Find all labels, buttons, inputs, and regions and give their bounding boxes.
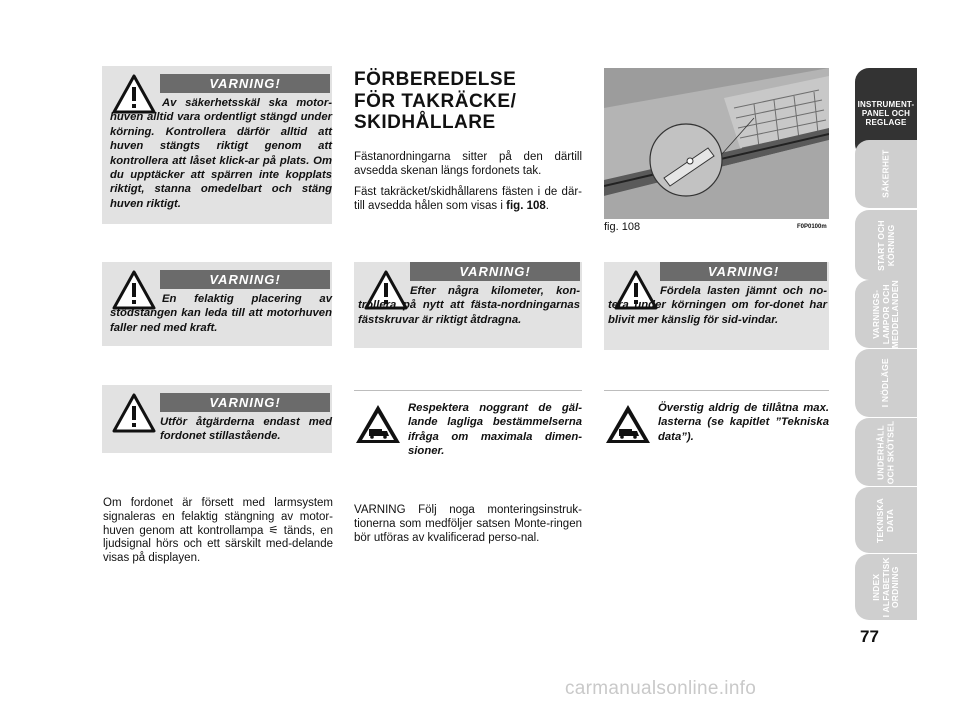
final-warning-paragraph: VARNING Följ noga monteringsinstruk-tionerna som medföljer satsen Monte-ringen bör utföras av kvalificerad perso-nal. xyxy=(354,504,582,544)
tab-emergency[interactable]: I NÖDLÄGE xyxy=(855,349,917,417)
roof-rail-illustration xyxy=(604,68,829,219)
section-title: FÖRBEREDELSE FÖR TAKRÄCKE/ SKIDHÅLLARE xyxy=(354,69,517,133)
warning-header: VARNING! xyxy=(660,262,827,281)
watermark: carmanualsonline.info xyxy=(565,678,757,699)
warning-header: VARNING! xyxy=(160,393,330,412)
info-text: Respektera noggrant de gäl-lande lagliga bestämmelserna ifråga om maximala dimen-sioner. xyxy=(408,402,582,458)
warning-header: VARNING! xyxy=(160,270,330,289)
warning-box-stay-rod xyxy=(102,262,332,346)
alarm-paragraph: Om fordonet är försett med larmsystem signaleras en felaktig stängning av motor-huven genom att kontrollampa ⚟ tänds, en ljudsignal hörs och ett särskilt med-delande visas på displayen. xyxy=(103,497,333,565)
warning-triangle-icon xyxy=(112,393,156,433)
figure-reference: fig. 108 xyxy=(506,199,546,212)
warning-box-screws xyxy=(354,262,582,348)
tab-instrument-panel[interactable]: INSTRUMENT- PANEL OCH REGLAGE xyxy=(855,68,917,158)
warning-box-stationary xyxy=(102,385,332,453)
tab-technical-data[interactable]: TEKNISKA DATA xyxy=(855,487,917,553)
van-load-icon xyxy=(604,403,652,445)
page-number: 77 xyxy=(860,627,879,646)
paragraph-mounts: Fästanordningarna sitter på den därtill avsedda skenan längs fordonets tak. xyxy=(354,151,582,177)
warning-text: Av säkerhetsskäl ska motor-huven alltid vara ordentligt stängd under körning. Kontrollera därför alltid att huven stängts riktigt genom att kontrollera att låset klick-ar på plats. Om du upptäcker att spärren inte kopplats riktigt, stanna omedelbart och stäng huven riktigt. xyxy=(110,97,332,210)
info-text: Överstig aldrig de tillåtna max. lasterna (se kapitlet ”Tekniska data”). xyxy=(658,402,829,443)
van-load-icon xyxy=(354,403,402,445)
warning-text: En felaktig placering av stödstången kan leda till att motorhuven faller ned med kraft. xyxy=(110,293,332,334)
info-box-load-limits xyxy=(604,390,829,461)
figure-code: F0P0100m xyxy=(797,224,827,230)
figure-caption: fig. 108 xyxy=(604,221,641,233)
warning-text: Efter några kilometer, kon-trollera på nytt att fästa-nordningarnas fästskruvar är riktigt åtdragna. xyxy=(358,285,580,326)
tab-warning-lamps[interactable]: VARNINGS- LAMPOR OCH MEDDELANDEN xyxy=(855,280,917,348)
warning-box-hood xyxy=(102,66,332,224)
tab-safety[interactable]: SÄKERHET xyxy=(855,140,917,208)
warning-text: Fördela lasten jämnt och no-tera under körningen om for-donet har blivit mer känslig för sid-vindar. xyxy=(608,285,827,326)
info-box-dimensions xyxy=(354,390,582,471)
warning-header: VARNING! xyxy=(410,262,580,281)
tab-index[interactable]: INDEX I ALFABETISK ORDNING xyxy=(855,554,917,620)
warning-text: Utför åtgärderna endast med fordonet stillastående. xyxy=(160,416,332,443)
warning-box-load xyxy=(604,262,829,350)
paragraph-fasten: Fäst takräcket/skidhållarens fästen i de där-till avsedda hålen som visas i fig. 108. xyxy=(354,186,582,212)
warning-header: VARNING! xyxy=(160,74,330,93)
roof-rail-figure xyxy=(604,68,829,219)
tab-maintenance[interactable]: UNDERHÅLL OCH SKÖTSEL xyxy=(855,418,917,486)
tab-start-driving[interactable]: START OCH KÖRNING xyxy=(855,210,917,280)
